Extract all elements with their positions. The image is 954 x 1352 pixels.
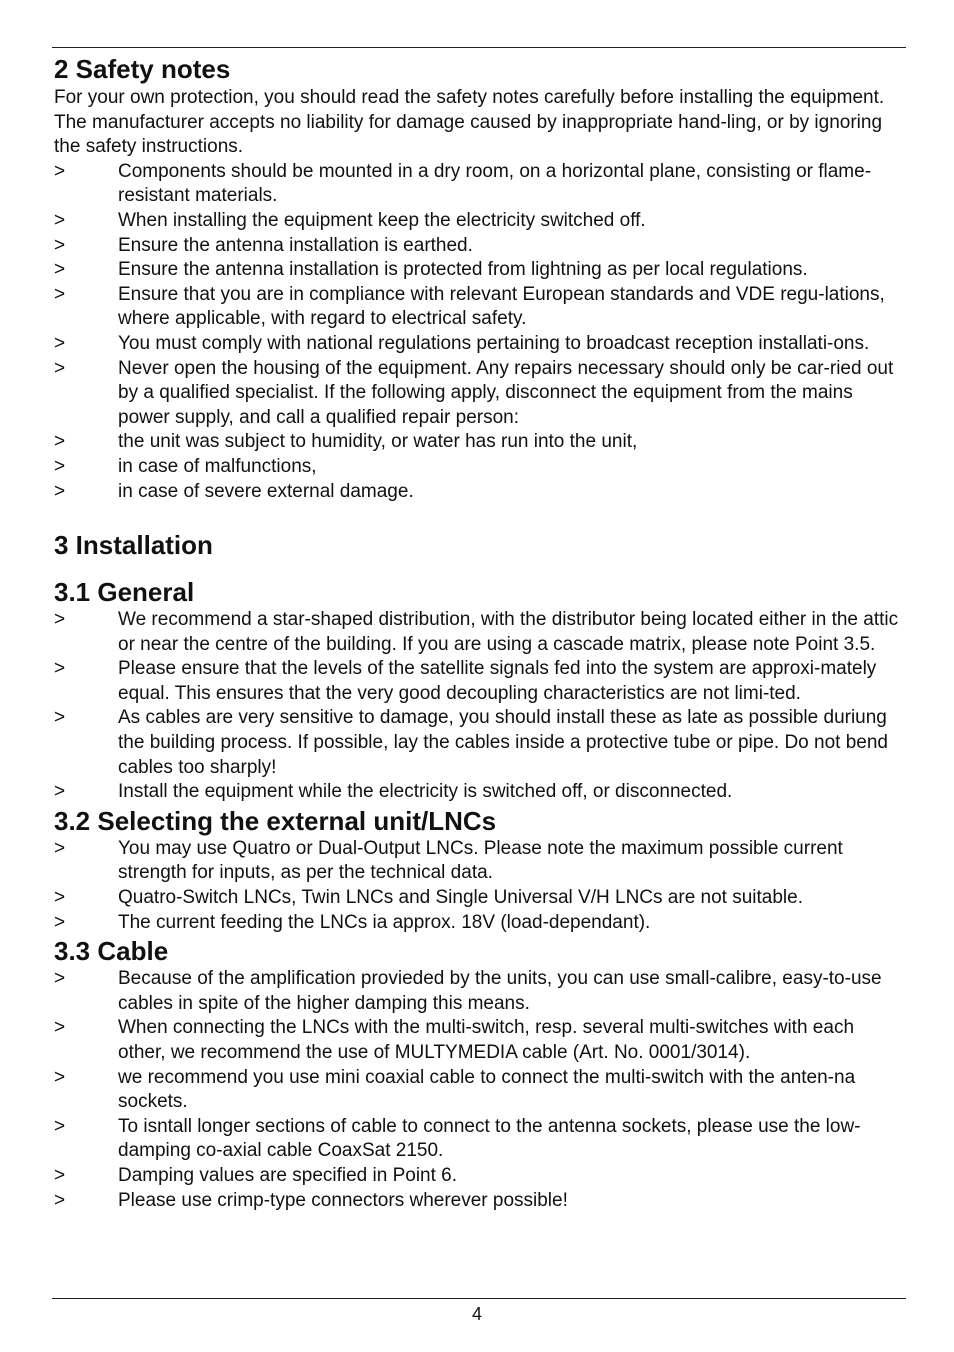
bullet-marker: > (54, 1189, 66, 1211)
bullet-marker: > (54, 1066, 66, 1088)
section-spacer (54, 504, 900, 528)
list-item-text: The current feeding the LNCs ia approx. 18V (load-dependant). (118, 911, 651, 933)
list-item-text: Please use crimp-type connectors wherever possible! (118, 1189, 568, 1211)
top-rule (52, 47, 906, 48)
bullet-marker: > (54, 1164, 66, 1186)
bullet-marker: > (54, 1017, 66, 1039)
list-item-text: Never open the housing of the equipment. Any repairs necessary should only be car-ried out by a qualified specialist. If the following apply, disconnect the equipment from the mains power supply, and call a qualified repair person: (118, 357, 894, 428)
list-item (54, 837, 900, 886)
list-item-text: As cables are very sensitive to damage, you should install these as late as possible duriung the building process. If possible, lay the cables inside a protective tube or pipe. Do not bend cables too sharply! (118, 707, 888, 778)
list-item (54, 967, 900, 1016)
subsection-heading-external-unit: 3.2 Selecting the external unit/LNCs (54, 805, 497, 836)
list-item (54, 160, 900, 209)
list-item-text: Because of the amplification provieded by the units, you can use small-calibre, easy-to-use cables in spite of the higher damping this means. (118, 968, 882, 1014)
list-item (54, 1189, 900, 1214)
bullet-marker: > (54, 480, 66, 502)
list-item (54, 332, 900, 357)
list-item-text: Ensure that you are in compliance with relevant European standards and VDE regu-lations, where applicable, with regard to electrical safety. (118, 283, 885, 330)
list-item-text: in case of malfunctions, (118, 455, 317, 477)
bullet-marker: > (54, 283, 66, 305)
bullet-marker: > (54, 658, 66, 680)
list-item-text: You must comply with national regulations pertaining to broadcast reception installati-ons. (118, 332, 870, 354)
list-item (54, 706, 900, 780)
list-item (54, 1016, 900, 1065)
list-item-text: Quatro-Switch LNCs, Twin LNCs and Single Universal V/H LNCs are not suitable. (118, 887, 803, 909)
bullet-marker: > (54, 357, 66, 379)
list-item (54, 209, 900, 234)
list-item-text: in case of severe external damage. (118, 480, 414, 502)
bullet-marker: > (54, 431, 66, 453)
bullet-marker: > (54, 968, 66, 990)
list-item-text: Ensure the antenna installation is protected from lightning as per local regulations. (118, 259, 808, 281)
list-item (54, 357, 900, 431)
list-item-text: Please ensure that the levels of the satellite signals fed into the system are approxi-mately equal. This ensures that the very good decoupling characteristics are not limi-ted. (118, 658, 877, 704)
list-item (54, 258, 900, 283)
list-item-text: we recommend you use mini coaxial cable to connect the multi-switch with the anten-na sockets. (118, 1066, 856, 1113)
list-item (54, 1115, 900, 1164)
subsection-heading-general: 3.1 General (54, 577, 195, 608)
bullet-marker: > (54, 887, 66, 909)
safety-intro: For your own protection, you should read the safety notes carefully before installing the equipment. The manufacturer accepts no liability for damage caused by inappropriate hand-ling, or by ignoring the safety instructions. (54, 87, 885, 158)
list-item-text: Ensure the antenna installation is earthed. (118, 234, 473, 256)
bullet-marker: > (54, 911, 66, 933)
list-item-text: Damping values are specified in Point 6. (118, 1164, 458, 1186)
list-item (54, 480, 900, 505)
bullet-marker: > (54, 609, 66, 631)
bullet-marker: > (54, 781, 66, 803)
list-item-text: When installing the equipment keep the electricity switched off. (118, 209, 646, 231)
list-item (54, 455, 900, 480)
subsection-heading-cable: 3.3 Cable (54, 936, 169, 967)
list-item (54, 283, 900, 332)
list-item (54, 657, 900, 706)
bullet-marker: > (54, 209, 66, 231)
bullet-marker: > (54, 160, 66, 182)
list-item-text: You may use Quatro or Dual-Output LNCs. Please note the maximum possible current strength for inputs, as per the technical data. (118, 837, 843, 884)
list-item (54, 1164, 900, 1189)
section-spacer (54, 562, 900, 576)
safety-list (54, 160, 900, 504)
bullet-marker: > (54, 259, 66, 281)
section-heading-installation: 3 Installation (54, 530, 213, 561)
page-number: 4 (471, 1304, 482, 1324)
cable-list (54, 967, 900, 1213)
bullet-marker: > (54, 332, 66, 354)
list-item (54, 911, 900, 936)
list-item (54, 608, 900, 657)
section-heading-safety: 2 Safety notes (54, 54, 231, 84)
list-item-text: We recommend a star-shaped distribution, with the distributor being located either in the attic or near the centre of the building. If you are using a cascade matrix, please note Point 3.5. (118, 609, 899, 655)
list-item-text: the unit was subject to humidity, or water has run into the unit, (118, 431, 638, 453)
bullet-marker: > (54, 707, 66, 729)
list-item (54, 234, 900, 259)
list-item (54, 1066, 900, 1115)
bullet-marker: > (54, 1115, 66, 1137)
bottom-rule (52, 1298, 906, 1299)
bullet-marker: > (54, 837, 66, 859)
list-item (54, 430, 900, 455)
list-item (54, 780, 900, 805)
external-unit-list (54, 837, 900, 935)
list-item-text: When connecting the LNCs with the multi-switch, resp. several multi-switches with each other, we recommend the use of MULTYMEDIA cable (Art. No. 0001/3014). (118, 1017, 855, 1063)
bullet-marker: > (54, 234, 66, 256)
list-item-text: Components should be mounted in a dry room, on a horizontal plane, consisting or flame-resistant materials. (118, 160, 872, 207)
bullet-marker: > (54, 455, 66, 477)
general-list (54, 608, 900, 805)
list-item (54, 886, 900, 911)
list-item-text: Install the equipment while the electricity is switched off, or disconnected. (118, 781, 733, 803)
page-content (54, 52, 900, 1213)
list-item-text: To isntall longer sections of cable to connect to the antenna sockets, please use the low-damping co-axial cable CoaxSat 2150. (118, 1115, 861, 1162)
